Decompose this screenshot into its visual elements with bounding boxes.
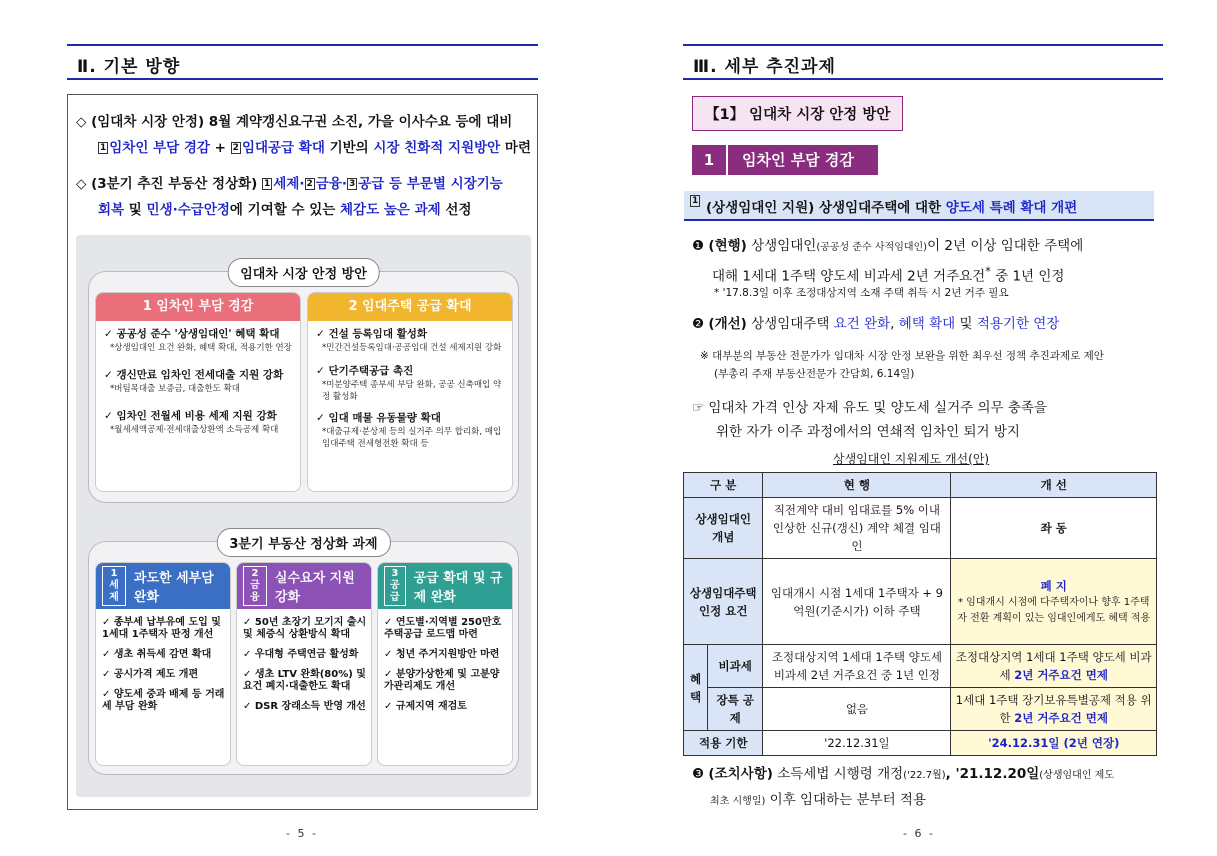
tenant-burden-column: 1 임차인 부담 경감 ✓ 공공성 준수 '상생임대인' 혜택 확대 *상생임대인 요건 완화, 혜택 확대, 적용기한 연장 ✓ 갱신만료 임차인 전세대출 지원 강화 *버팀목대출 보증금, 대출한도 확대 ✓ 임차인 전월세 비용 세제 지원 강화 *월세세액공제·전세대출상환액 소득공제 확대 bbox=[95, 292, 301, 492]
rental-supply-column: 2 임대주택 공급 확대 ✓ 건설 등록임대 활성화 *민간건설등록임대·공공임대 건설 세제지원 강화 ✓ 단기주택공급 촉진 *미분양주택 종부세 부담 완화, 공공 신축매입 약정 활성화 ✓ 임대 매물 유동물량 확대 *대출규제·분상제 등의 실거주 의무 합리화, 매입 임대주택 전세형전환 확대 등 bbox=[307, 292, 513, 492]
supply-column: 3 공급 공급 확대 및 규제 완화 ✓ 연도별·지역별 250만호 주택공급 로드맵 마련 ✓ 청년 주거지원방안 마련 ✓ 분양가상한제 및 고분양가관리제도 개선 ✓ 규제지역 재검토 bbox=[377, 562, 513, 766]
improvement: ❷ (개선) 상생임대주택 요건 완화, 혜택 확대 및 적용기한 연장 bbox=[692, 316, 1060, 332]
action-items: ❸ (조치사항) 소득세법 시행령 개정('22.7월), '21.12.20일(상생임대인 제도 최초 시행일) 이후 임대하는 분부터 적용 bbox=[692, 766, 1114, 808]
normalization-group bbox=[88, 537, 519, 775]
finance-column: 2 금융 실수요자 지원 강화 ✓ 50년 초장기 모기지 출시 및 체증식 상환방식 확대 ✓ 우대형 주택연금 활성화 ✓ 생초 LTV 완화(80%) 및 요건 폐지·대출한도 확대 ✓ DSR 장래소득 반영 개선 bbox=[236, 562, 372, 766]
section-title: Ⅲ. 세부 추진과제 bbox=[683, 44, 1163, 80]
section-title: Ⅱ. 기본 방향 bbox=[67, 44, 538, 80]
group-title: 임대차 시장 안정 방안 bbox=[227, 258, 380, 287]
subsection-label: 【1】 임대차 시장 안정 방안 bbox=[692, 96, 903, 131]
policy-heading: $^1$ (상생임대인 지원) 상생임대주택에 대한 양도세 특례 확대 개편 bbox=[684, 191, 1154, 221]
page-number: - 5 - bbox=[286, 827, 318, 840]
infographic bbox=[76, 235, 531, 797]
expert-note: ※ 대부분의 부동산 전문가가 임대차 시장 안정 보완을 위한 최우선 정책 추진과제로 제안 (부총리 주재 부동산전문가 간담회, 6.14일) bbox=[700, 350, 1104, 380]
page-left bbox=[0, 0, 608, 856]
page-number: - 6 - bbox=[903, 827, 935, 840]
direction-paragraph-1: ◇ (임대차 시장 안정) 8월 계약갱신요구권 소진, 가을 이사수요 등에 대비 $^1$ 임차인 부담 경감 + $^2$ 임대공급 확대 기반의 시장 친화적 지원방안 마련 bbox=[76, 114, 531, 156]
tax-column: 1 세제 과도한 세부담 완화 ✓ 종부세 납부유예 도입 및 1세대 1주택자 판정 개선 ✓ 생초 취득세 감면 확대 ✓ 공시가격 제도 개편 ✓ 양도세 중과 배제 등 거래세 부담 완화 bbox=[95, 562, 231, 766]
footnote: * '17.8.3일 이후 조정대상지역 소재 주택 취득 시 2년 거주 필요 bbox=[714, 287, 1009, 299]
rental-stability-group bbox=[88, 267, 519, 503]
purpose: ☞ 임대차 가격 인상 자제 유도 및 양도세 실거주 의무 충족을 위한 자가 이주 과정에서의 연쇄적 임차인 퇴거 방지 bbox=[692, 400, 1047, 440]
item-heading: 1 임차인 부담 경감 bbox=[692, 145, 878, 175]
current-status: ❶ (현행) 상생임대인(공공성 준수 사적임대인)이 2년 이상 임대한 주택에 대해 1세대 1주택 양도세 비과세 2년 거주요건* 중 1년 인정 bbox=[692, 238, 1084, 285]
direction-paragraph-2: ◇ (3분기 추진 부동산 정상화) $^1$ 세제· $^2$ 금융· $^3$ 공급 등 부문별 시장기능 회복 및 민생·수급안정에 기여할 수 있는 체감도 높은 과제 선정 bbox=[76, 176, 503, 218]
direction-box bbox=[67, 94, 538, 810]
group-title: 3분기 부동산 정상화 과제 bbox=[216, 528, 390, 557]
table-title: 상생임대인 지원제도 개선(안) bbox=[833, 452, 990, 466]
improvement-table: 구 분 현 행 개 선 상생임대인 개념 직전계약 대비 임대료를 5% 이내 인상한 신규(갱신) 계약 체결 임대인 좌 동 상생임대주택 인정 요건 임대개시 시점 1세대 1주택자 + 9억원(기준시가) 이하 주택 폐 지 * 임대개시 시점에 다주택자이나 향후 1주택자 전환 계획이 있는 임대인에게도 혜택 적용 혜택 비과세 조정대상지역 1세대 1주택 양도세 비과세 2년 거주요건 중 1년 인정 조정대상지역 1세대 1주택 양도세 비과세 2년 거주요건 면제 장특 공제 없음 1세대 1주택 장기보유특별공제 적용 위한 2년 거주요건 면제 적용 기한 '22.12.31일 '24.12.31일 (2년 연장) bbox=[683, 472, 1157, 756]
